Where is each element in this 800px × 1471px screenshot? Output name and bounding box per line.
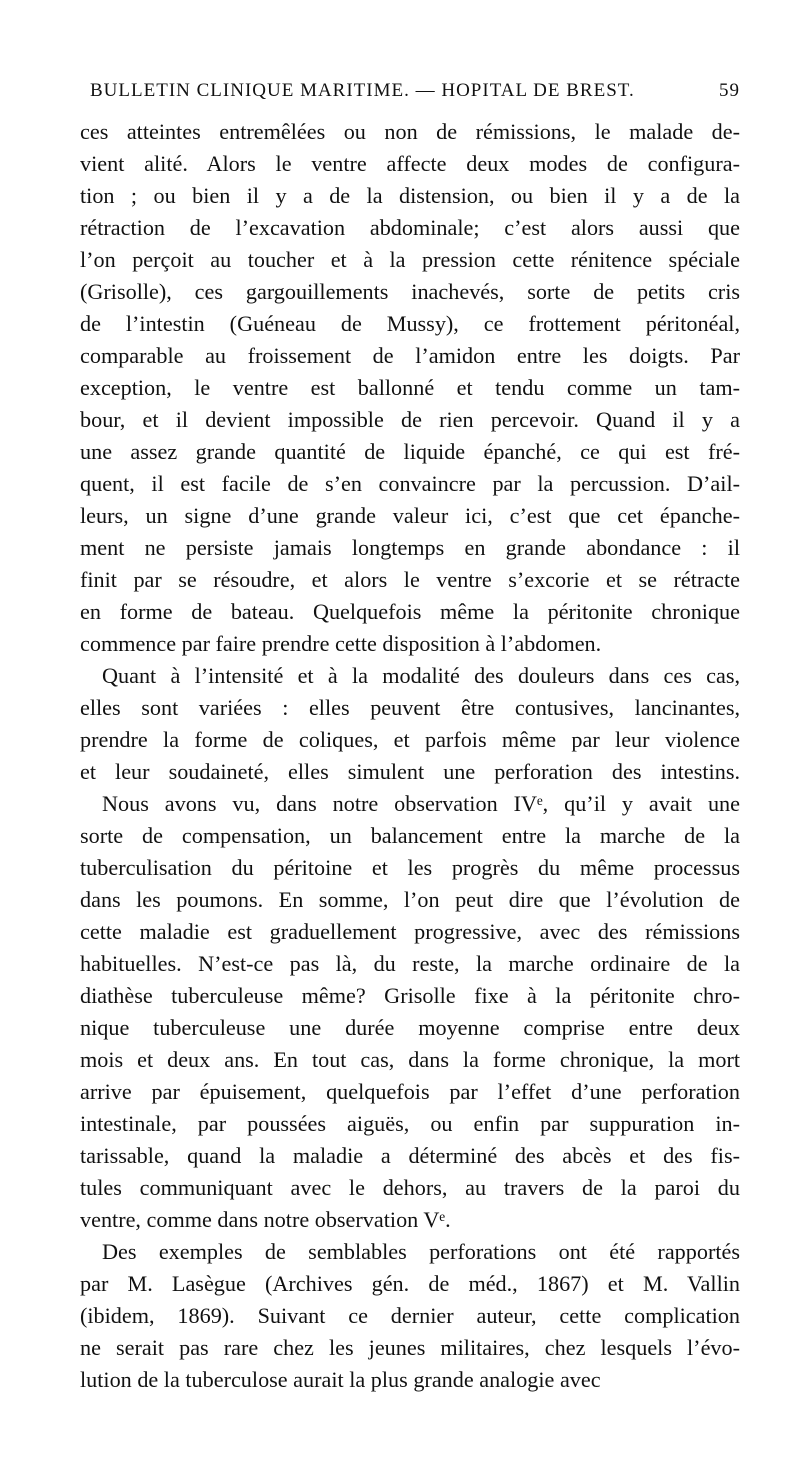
text-line: quent, il est facile de s’en convaincre par la percussion. D’ail- <box>80 471 740 496</box>
text-line: exception, le ventre est ballonné et tendu comme un tam- <box>80 375 740 400</box>
text-line: arrive par épuisement, quelquefois par l’effet d’une perforation <box>80 1079 740 1104</box>
text-line: Quant à l’intensité et à la modalité des douleurs dans ces cas, <box>102 663 740 688</box>
text-line: nique tuberculeuse une durée moyenne comprise entre deux <box>80 1015 740 1040</box>
text-line: ventre, comme dans notre observation Vᵉ. <box>80 1207 451 1232</box>
text-line: (Grisolle), ces gargouillements inachevés, sorte de petits cris <box>80 279 740 304</box>
text-line: cette maladie est graduellement progressive, avec des rémissions <box>80 919 740 944</box>
text-line: tarissable, quand la maladie a déterminé des abcès et des fis- <box>80 1143 740 1168</box>
text-line: et leur soudaineté, elles simulent une perforation des intestins. <box>80 759 740 784</box>
text-line: ne serait pas rare chez les jeunes militaires, chez lesquels l’évo- <box>80 1335 740 1360</box>
running-header <box>90 80 740 112</box>
text-line: comparable au froissement de l’amidon entre les doigts. Par <box>80 343 740 368</box>
text-line: (ibidem, 1869). Suivant ce dernier auteur, cette complication <box>80 1303 740 1328</box>
text-line: leurs, un signe d’une grande valeur ici, c’est que cet épanche- <box>80 503 740 528</box>
text-line: elles sont variées : elles peuvent être contusives, lancinantes, <box>80 695 740 720</box>
body-text <box>80 116 740 1396</box>
text-line: Nous avons vu, dans notre observation IVᵉ, qu’il y avait une <box>102 791 740 816</box>
text-line: vient alité. Alors le ventre affecte deux modes de configura- <box>80 151 740 176</box>
text-line: l’on perçoit au toucher et à la pression cette rénitence spéciale <box>80 247 740 272</box>
text-line: intestinale, par poussées aiguës, ou enfin par suppuration in- <box>80 1111 740 1136</box>
text-line: mois et deux ans. En tout cas, dans la forme chronique, la mort <box>80 1047 740 1072</box>
text-line: diathèse tuberculeuse même? Grisolle fixe à la péritonite chro- <box>80 983 740 1008</box>
text-line: bour, et il devient impossible de rien percevoir. Quand il y a <box>80 407 740 432</box>
text-line: ces atteintes entremêlées ou non de rémissions, le malade de- <box>80 119 740 144</box>
page-number: 59 <box>719 80 740 101</box>
text-line: dans les poumons. En somme, l’on peut dire que l’évolution de <box>80 887 740 912</box>
text-line: commence par faire prendre cette disposition à l’abdomen. <box>80 631 602 656</box>
text-line: habituelles. N’est-ce pas là, du reste, la marche ordinaire de la <box>80 951 740 976</box>
running-title: BULLETIN CLINIQUE MARITIME. — HOPITAL DE BREST. <box>90 80 635 101</box>
text-line: tion ; ou bien il y a de la distension, ou bien il y a de la <box>80 183 740 208</box>
text-line: de l’intestin (Guéneau de Mussy), ce frottement péritonéal, <box>80 311 740 336</box>
text-line: une assez grande quantité de liquide épanché, ce qui est fré- <box>80 439 740 464</box>
text-line: prendre la forme de coliques, et parfois même par leur violence <box>80 727 740 752</box>
text-line: lution de la tuberculose aurait la plus grande analogie avec <box>80 1367 601 1392</box>
text-line: tules communiquant avec le dehors, au travers de la paroi du <box>80 1175 740 1200</box>
text-line: en forme de bateau. Quelquefois même la péritonite chronique <box>80 599 740 624</box>
text-line: rétraction de l’excavation abdominale; c’est alors aussi que <box>80 215 740 240</box>
text-line: ment ne persiste jamais longtemps en grande abondance : il <box>80 535 740 560</box>
text-line: par M. Lasègue (Archives gén. de méd., 1867) et M. Vallin <box>80 1271 740 1296</box>
text-line: Des exemples de semblables perforations ont été rapportés <box>102 1239 740 1264</box>
text-line: finit par se résoudre, et alors le ventre s’excorie et se rétracte <box>80 567 740 592</box>
text-line: tuberculisation du péritoine et les progrès du même processus <box>80 855 740 880</box>
text-line: sorte de compensation, un balancement entre la marche de la <box>80 823 740 848</box>
